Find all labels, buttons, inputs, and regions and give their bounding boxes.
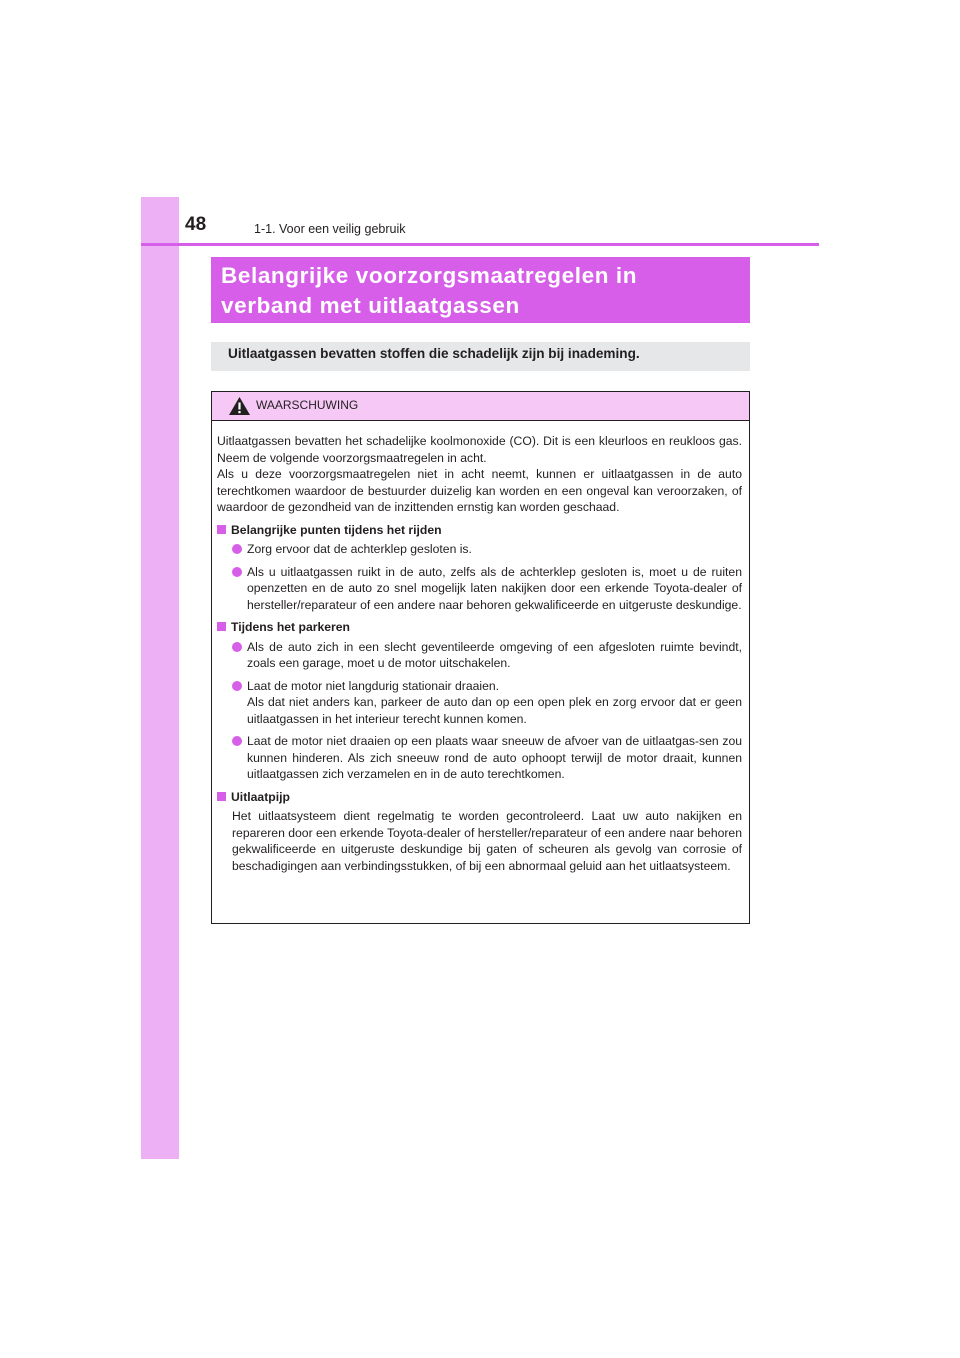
list-item: Als u uitlaatgassen ruikt in de auto, zelfs als de achterklep gesloten is, moet u de ruiten openzetten en de auto zo snel mogelijk laten nakijken door een erkende Toyota-dealer of hersteller/reparateur of een andere naar behoren gekwalificeerde en uitgeruste deskundige. xyxy=(217,564,742,614)
warning-intro-text-2: Als u deze voorzorgsmaatregelen niet in acht neemt, kunnen er uitlaatgassen in de auto terechtkomen waardoor de bestuurder duizelig kan worden en een ongeval kan veroorzaken, of waardoor de gezondheid van de inzittenden ernstig kan worden geschaad. xyxy=(217,467,742,514)
list-item: Laat de motor niet draaien op een plaats waar sneeuw de afvoer van de uitlaatgas-sen zou kunnen hinderen. Als zich sneeuw rond de auto ophoopt terwijl de motor draait, kunnen uitlaatgassen zich verzamelen en in de auto terechtkomen. xyxy=(217,733,742,783)
round-bullet-icon xyxy=(232,544,242,554)
warning-box xyxy=(211,391,750,924)
list-item: Als de auto zich in een slecht geventileerde omgeving of een afgesloten ruimte bevindt, zoals een garage, moet u de motor uitschakelen. xyxy=(217,639,742,672)
round-bullet-icon xyxy=(232,567,242,577)
page-title xyxy=(211,257,750,323)
round-bullet-icon xyxy=(232,736,242,746)
exhaust-pipe-text: Het uitlaatsysteem dient regelmatig te worden gecontroleerd. Laat uw auto nakijken en repareren door een erkende Toyota-dealer of hersteller/reparateur of een andere naar behoren gekwalificeerde en uitgeruste deskundige bij gaten of scheuren als gevolg van corrosie of beschadigingen aan verbindingsstukken, of bij een abnormaal geluid aan het uitlaatsysteem. xyxy=(232,809,742,873)
square-bullet-icon xyxy=(217,792,226,801)
round-bullet-icon xyxy=(232,642,242,652)
warning-intro xyxy=(217,433,742,516)
intro-summary: Uitlaatgassen bevatten stoffen die schadelijk zijn bij inademing. xyxy=(211,342,750,371)
square-bullet-icon xyxy=(217,525,226,534)
list-item: Zorg ervoor dat de achterklep gesloten is. xyxy=(217,541,742,558)
page-title-line-1: Belangrijke voorzorgsmaatregelen in xyxy=(221,263,638,288)
page-number: 48 xyxy=(185,214,207,235)
warning-triangle-icon xyxy=(228,396,251,416)
page-title-line-2: verband met uitlaatgassen xyxy=(221,293,520,318)
header-rule xyxy=(141,243,819,246)
round-bullet-icon xyxy=(232,681,242,691)
side-tab xyxy=(141,197,179,1159)
section-heading-parking: Tijdens het parkeren xyxy=(217,619,742,636)
section-title: 1-1. Voor een veilig gebruik xyxy=(254,222,406,236)
warning-header xyxy=(212,392,749,421)
list-item: Laat de motor niet langdurig stationair draaien. Als dat niet anders kan, parkeer de auto dan op een open plek en zorg ervoor dat er geen uitlaatgassen in het interieur terecht kunnen komen. xyxy=(217,678,742,728)
warning-body xyxy=(212,421,749,874)
warning-intro-text-1: Uitlaatgassen bevatten het schadelijke koolmonoxide (CO). Dit is een kleurloos en reukloos gas. Neem de volgende voorzorgsmaatregelen in acht. xyxy=(217,434,742,465)
section-heading-driving: Belangrijke punten tijdens het rijden xyxy=(217,522,742,539)
square-bullet-icon xyxy=(217,622,226,631)
warning-label: WAARSCHUWING xyxy=(256,398,359,412)
section-heading-exhaust-pipe: Uitlaatpijp xyxy=(217,789,742,806)
